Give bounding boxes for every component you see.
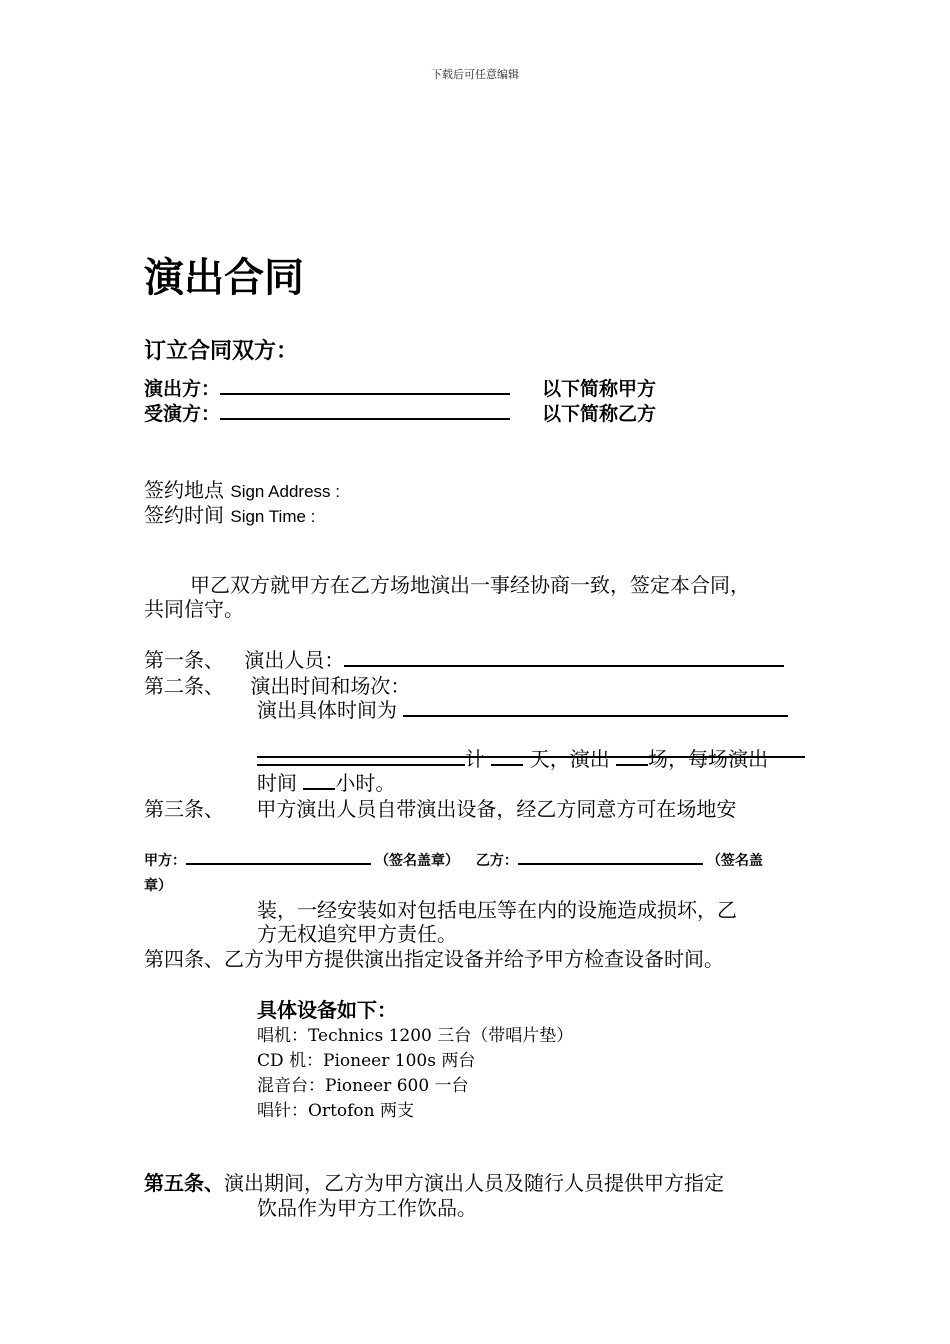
clause-2-shows: 场，每场演出 bbox=[648, 747, 769, 771]
clause-2-detail-prefix: 演出具体时间为 bbox=[257, 698, 397, 722]
clause-3 bbox=[144, 797, 736, 822]
hours-blank bbox=[303, 787, 335, 790]
party-a-sign-blank bbox=[186, 862, 371, 865]
equipment-item: 混音台：Pioneer 600 一台 bbox=[257, 1076, 469, 1096]
clause-2-time-blank bbox=[403, 714, 788, 717]
party-b-alias: 以下简称乙方 bbox=[542, 403, 657, 425]
clause-5-number: 第五条、 bbox=[144, 1171, 224, 1195]
party-a-row bbox=[144, 374, 657, 401]
clause-5 bbox=[144, 1171, 724, 1196]
party-a-sign-label: 甲方： bbox=[144, 853, 186, 869]
clause-2-counts bbox=[257, 747, 768, 772]
party-a-seal: （签名盖章） bbox=[375, 853, 459, 869]
sign-address-cn: 签约地点 bbox=[144, 478, 224, 502]
document-title: 演出合同 bbox=[144, 255, 304, 301]
clause-2-days: 天，演出 bbox=[529, 747, 610, 771]
party-b-blank bbox=[220, 417, 510, 420]
clause-2-time-label: 时间 bbox=[257, 771, 297, 795]
clause-3-cont-1: 装，一经安装如对包括电压等在内的设施造成损坏，乙 bbox=[257, 898, 737, 922]
clause-5-cont: 饮品作为甲方工作饮品。 bbox=[257, 1196, 477, 1220]
sign-time-cn: 签约时间 bbox=[144, 503, 224, 527]
party-b-seal: （签名盖 bbox=[706, 853, 763, 869]
intro-line-2: 共同信守。 bbox=[144, 597, 244, 621]
clause-4: 第四条、乙方为甲方提供演出指定设备并给予甲方检查设备时间。 bbox=[144, 947, 724, 971]
clause-1-blank bbox=[344, 664, 784, 667]
party-a-label: 演出方： bbox=[144, 378, 221, 400]
header-note: 下载后可任意编辑 bbox=[431, 68, 519, 81]
clause-2-detail bbox=[257, 698, 788, 723]
equipment-title: 具体设备如下： bbox=[257, 998, 397, 1022]
equipment-item: CD 机：Pioneer 100s 两台 bbox=[257, 1051, 476, 1071]
clause-2-hours-text: 小时。 bbox=[335, 771, 396, 795]
party-b-seal-cont: 章） bbox=[144, 878, 172, 894]
party-b-sign-blank bbox=[518, 862, 703, 865]
clause-2-text: 演出时间和场次： bbox=[250, 674, 411, 698]
clause-5-text: 演出期间，乙方为甲方演出人员及随行人员提供甲方指定 bbox=[224, 1171, 724, 1195]
sign-address-en: Sign Address : bbox=[230, 482, 340, 501]
clause-2-number: 第二条、 bbox=[144, 674, 224, 698]
party-b-sign-label: 乙方： bbox=[475, 853, 518, 869]
clause-2-count-blank bbox=[257, 763, 465, 766]
sign-time-en: Sign Time : bbox=[230, 507, 316, 526]
equipment-item: 唱针：Ortofon 两支 bbox=[257, 1101, 415, 1121]
clause-1-number: 第一条、 bbox=[144, 648, 224, 672]
party-a-blank bbox=[220, 392, 510, 395]
shows-blank bbox=[616, 763, 648, 766]
intro-line-1: 甲乙双方就甲方在乙方场地演出一事经协商一致，签定本合同， bbox=[190, 573, 750, 597]
party-b-label: 受演方： bbox=[144, 403, 221, 425]
party-a-alias: 以下简称甲方 bbox=[542, 378, 657, 400]
equipment-item: 唱机：Technics 1200 三台（带唱片垫） bbox=[257, 1026, 574, 1046]
parties-heading: 订立合同双方： bbox=[144, 339, 299, 364]
clause-2-hours bbox=[257, 771, 395, 796]
party-b-row bbox=[144, 399, 657, 426]
clause-1 bbox=[144, 648, 784, 673]
sign-time-row bbox=[144, 499, 315, 528]
clause-3-text: 甲方演出人员自带演出设备，经乙方同意方可在场地安 bbox=[256, 797, 737, 821]
clause-3-cont-2: 方无权追究甲方责任。 bbox=[257, 922, 457, 946]
signature-line bbox=[144, 850, 763, 870]
days-blank bbox=[491, 763, 523, 766]
clause-3-number: 第三条、 bbox=[144, 797, 224, 821]
clause-2 bbox=[144, 674, 410, 699]
clause-1-text: 演出人员： bbox=[244, 648, 345, 672]
clause-2-ji: 计 bbox=[465, 747, 485, 771]
